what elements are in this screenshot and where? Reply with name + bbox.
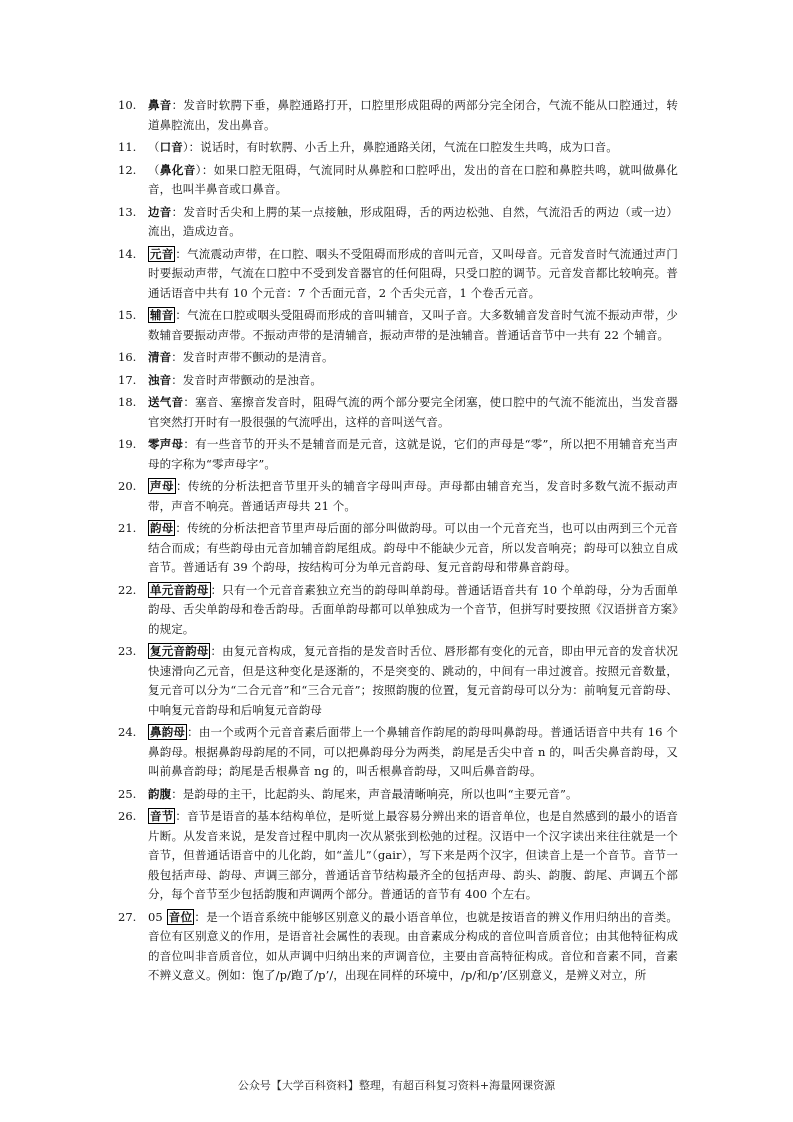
glossary-list (118, 96, 678, 989)
entry-body (148, 785, 678, 805)
glossary-entry (118, 581, 678, 640)
entry-definition: ）：说话时，有时软腭、小舌上升，鼻腔通路关闭，气流在口腔发生共鸣，成为口音。 (182, 140, 618, 154)
entry-term: 韵母 (150, 521, 174, 535)
entry-definition: ：由复元音构成，复元音指的是发音时舌位、唇形都有变化的元音，即由甲元音的发音状况快速滑向乙元音，但是这种变化是逐渐的，不是突变的、跳动的，中间有一串过渡音。按照元音数量，复元音可以分为“二合元音”和“三合元音”；按照韵腹的位置，复元音韵母可以分为：前响复元音韵母、中响复元音韵母和后响复元音韵母 (148, 644, 679, 717)
glossary-entry (118, 371, 678, 391)
glossary-entry (118, 435, 678, 474)
entry-number: 11. (118, 140, 137, 154)
entry-body (148, 581, 678, 640)
glossary-entry (118, 785, 678, 805)
entry-term: 声母 (150, 479, 174, 493)
glossary-entry (118, 908, 678, 986)
page-footer: 公众号【大学百科资料】整理，有超百科复习资料+海量网课资源 (237, 1079, 556, 1092)
entry-term: 清音 (148, 350, 172, 364)
entry-number: 12. (118, 162, 137, 177)
entry-body (148, 245, 678, 304)
entry-body (148, 908, 678, 986)
entry-number: 27. (118, 909, 137, 924)
entry-body (148, 161, 678, 200)
entry-term: 辅音 (150, 308, 174, 322)
entry-body (148, 138, 678, 158)
glossary-entry (118, 807, 678, 905)
entry-number: 15. (118, 308, 137, 322)
glossary-entry (118, 393, 678, 432)
glossary-entry (118, 348, 678, 368)
entry-number: 25. (118, 786, 137, 801)
entry-term: 韵腹 (148, 786, 172, 801)
glossary-entry (118, 203, 678, 242)
entry-body (148, 642, 678, 720)
entry-definition: ：只有一个元音音素独立充当的韵母叫单韵母。普通话语音共有 10 个单韵母，分为舌面单韵母、舌尖单韵母和卷舌韵母。舌面单韵母都可以单独成为一个音节，但拼写时要按照《汉语拼音方案》的规定。 (148, 582, 679, 636)
entry-definition: ）：如果口腔无阻碍，气流同时从鼻腔和口腔呼出，发出的音在口腔和鼻腔共鸣，就叫做鼻化音，也叫半鼻音或口鼻音。 (148, 162, 678, 196)
entry-body (148, 807, 678, 905)
entry-term: 音位 (168, 909, 193, 924)
entry-body (148, 96, 678, 135)
entry-definition: ：发音时声带不颤动的是清音。 (171, 350, 334, 364)
glossary-entry (118, 642, 678, 720)
entry-definition: ：发音时舌尖和上腭的某一点接触，形成阻碍，舌的两边松弛、自然，气流沿舌的两边（或一边）流出，造成边音。 (148, 204, 679, 238)
entry-definition: ：发音时声带颤动的是浊音。 (171, 372, 323, 387)
entry-prefix: 05 (148, 909, 167, 924)
entry-prefix: （ (148, 162, 160, 177)
entry-definition: ：气流在口腔或咽头受阻碍而形成的音叫辅音，又叫子音。大多数辅音发音时气流不振动声带，少数辅音要振动声带。不振动声带的是清辅音，振动声带的是浊辅音。普通话音节中一共有 22 个辅音。 (148, 308, 679, 342)
entry-definition: ：塞音、塞擦音发音时，阻碍气流的两个部分要完全闭塞，使口腔中的气流不能流出，当发音器官突然打开时有一股很强的气流呼出，这样的音叫送气音。 (148, 395, 678, 429)
entry-definition: ：传统的分析法把音节里声母后面的部分叫做韵母。可以由一个元音充当，也可以由两到三个元音结合而成；有些韵母由元音加辅音韵尾组成。韵母中不能缺少元音，所以发音响亮；韵母可以独立自成音节。普通话有 39 个韵母，按结构可分为单元音韵母、复元音韵母和带鼻音韵母。 (148, 521, 679, 574)
entry-definition: ：气流震动声带，在口腔、咽头不受阻碍而形成的音叫元音，又叫母音。元音发音时气流通过声门时要振动声带，气流在口腔中不受到发音器官的任何阻碍，只受口腔的调节。元音发音都比较响亮。普通话语音中共有 10 个元音：7 个舌面元音，2 个舌尖元音，1 个卷舌元音。 (148, 246, 679, 300)
entry-number: 20. (118, 479, 137, 493)
glossary-entry (118, 96, 678, 135)
entry-definition: ：由一个或两个元音音素后面带上一个鼻辅音作韵尾的韵母叫鼻韵母。普通话语音中共有 16 个鼻韵母。根据鼻韵母韵尾的不同，可以把鼻韵母分为两类，韵尾是舌尖中音 n 的，叫舌尖鼻音韵母，又叫前鼻音韵母；韵尾是舌根鼻音 ng 的，叫舌根鼻音韵母，又叫后鼻音韵母。 (148, 725, 678, 778)
entry-number: 26. (118, 809, 137, 823)
entry-term: 零声母 (148, 437, 184, 451)
entry-number: 23. (118, 644, 137, 658)
entry-body (148, 393, 678, 432)
entry-body (148, 348, 678, 368)
entry-number: 24. (118, 725, 137, 739)
glossary-entry (118, 138, 678, 158)
glossary-entry (118, 161, 678, 200)
entry-definition: ：是韵母的主干，比起韵头、韵尾来，声音最清晰响亮，所以也叫“主要元音”。 (171, 786, 578, 801)
entry-definition: ：音节是语音的基本结构单位，是听觉上最容易分辨出来的语音单位，也是自然感到的最小的语音片断。从发音来说，是发音过程中肌肉一次从紧张到松弛的过程。汉语中一个汉字读出来往往就是一个音节，但普通话语音中的儿化韵，如“盖儿”（gair），写下来是两个汉字，但读音上是一个音节。音节一般包括声母、韵母、声调三部分，普通话音节结构最齐全的包括声母、韵头、韵腹、韵尾、声调五个部分，每个音节至少包括韵腹和声调两个部分。普通话的音节有 400 个左右。 (148, 809, 679, 901)
entry-number: 22. (118, 582, 137, 597)
entry-definition: ：传统的分析法把音节里开头的辅音字母叫声母。声母都由辅音充当，发音时多数气流不振动声带，声音不响亮。普通话声母共 21 个。 (148, 479, 679, 513)
entry-term: 鼻韵母 (150, 725, 186, 739)
entry-body (148, 435, 678, 474)
entry-definition: ：是一个语音系统中能够区别意义的最小语音单位，也就是按语音的辨义作用归纳出的音类。音位有区别意义的作用，是语音社会属性的表现。由音素成分构成的音位叫音质音位；由其他特征构成的音位叫非音质音位，如从声调中归纳出来的声调音位，主要由音高特征构成。音位和音素不同，音素不辨义意义。例如：饱了/p/跑了/p’/，出现在同样的环境中，/p/和/p’/区别意义，是辨义对立，所 (148, 909, 678, 982)
entry-body (148, 519, 678, 578)
entry-term: 复元音韵母 (150, 644, 209, 658)
entry-body (148, 723, 678, 782)
entry-definition: ：有一些音节的开头不是辅音而是元音，这就是说，它们的声母是“零”，所以把不用辅音充当声母的字称为“零声母字”。 (148, 437, 678, 471)
entry-term: 送气音 (148, 395, 184, 409)
entry-number: 10. (118, 98, 137, 112)
entry-body (148, 306, 678, 345)
entry-number: 16. (118, 350, 137, 364)
entry-number: 21. (118, 521, 137, 535)
entry-term: 单元音韵母 (150, 582, 209, 597)
glossary-entry (118, 477, 678, 516)
entry-term: 元音 (150, 246, 174, 261)
entry-definition: ：发音时软腭下垂，鼻腔通路打开，口腔里形成阻碍的两部分完全闭合，气流不能从口腔通过，转道鼻腔流出，发出鼻音。 (148, 98, 679, 132)
entry-term: 音节 (150, 809, 174, 823)
glossary-entry (118, 723, 678, 782)
entry-prefix: （ (148, 140, 160, 154)
entry-body (148, 477, 678, 516)
entry-number: 14. (118, 246, 137, 261)
entry-term: 浊音 (148, 372, 172, 387)
entry-term: 口音 (159, 140, 183, 154)
glossary-entry (118, 306, 678, 345)
entry-number: 13. (118, 204, 137, 219)
entry-number: 19. (118, 437, 137, 451)
entry-body (148, 371, 678, 391)
entry-term: 鼻化音 (159, 162, 196, 177)
entry-term: 边音 (148, 204, 172, 219)
entry-number: 17. (118, 372, 137, 387)
glossary-entry (118, 245, 678, 304)
entry-term: 鼻音 (148, 98, 172, 112)
entry-body (148, 203, 678, 242)
glossary-entry (118, 519, 678, 578)
entry-number: 18. (118, 395, 137, 409)
